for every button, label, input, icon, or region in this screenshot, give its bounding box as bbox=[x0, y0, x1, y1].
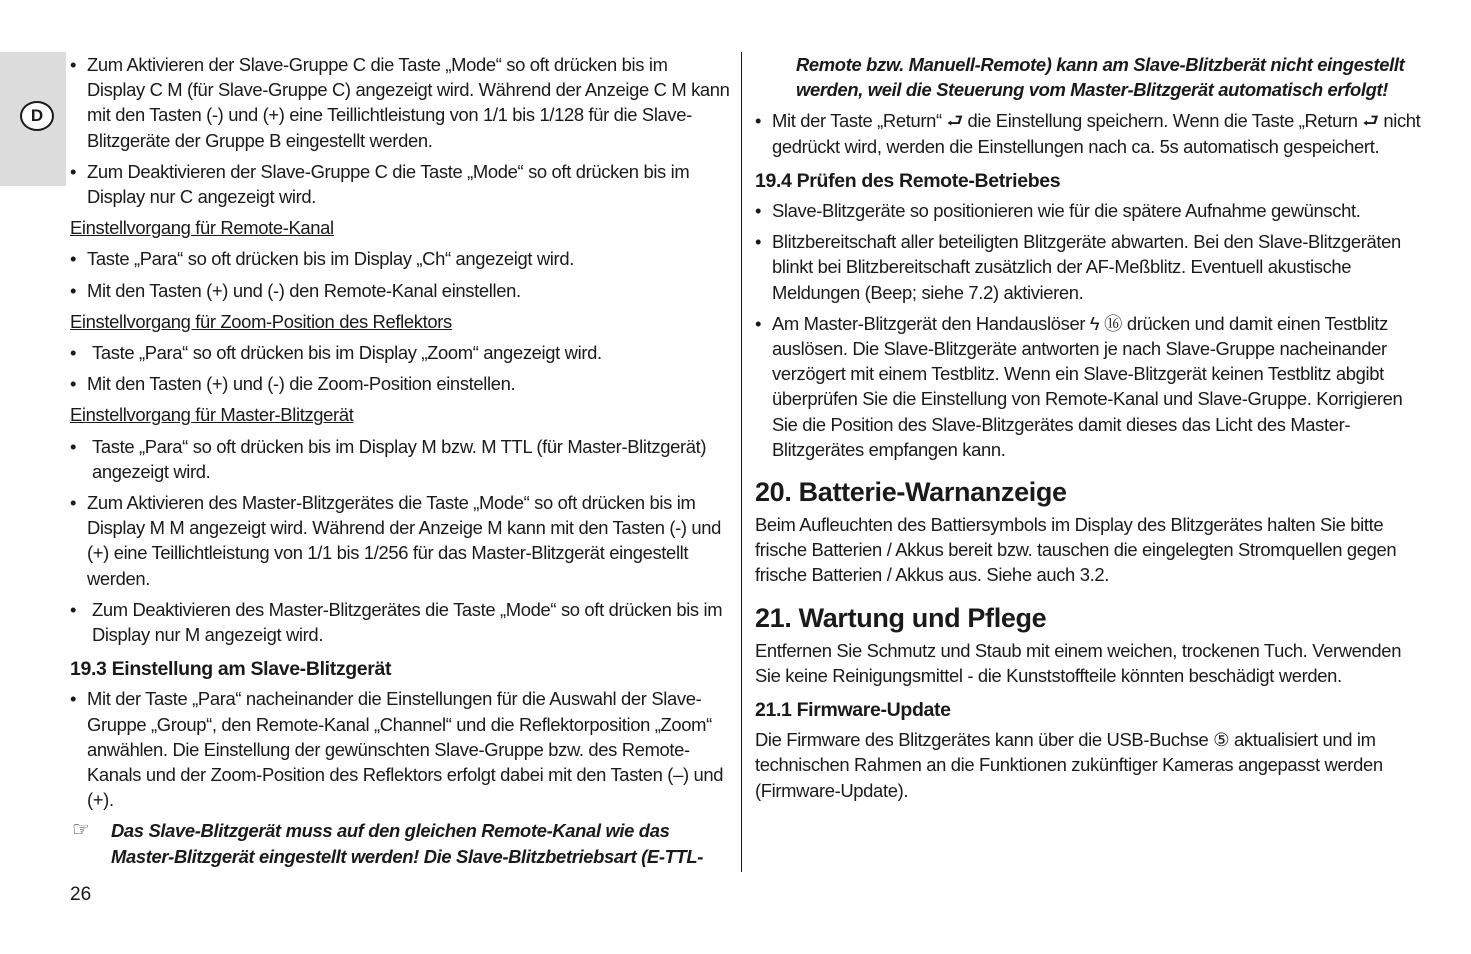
bullet-activate-master: • Zum Aktivieren des Master-Blitzgerätes die Taste „Mode“ so oft drücken bis im Display M M angezeigt wird. Während der Anzeige M kann mit den Tasten (-) und (+) eine Teillichtleistung von 1/1 bis 1/256 für das Master-Blitzgerät eingestellt werden. bbox=[70, 490, 730, 591]
heading-19-3: 19.3 Einstellung am Slave-Blitzgerät bbox=[70, 658, 392, 681]
paragraph-care: Entfernen Sie Schmutz und Staub mit einem weichen, trockenen Tuch. Verwenden Sie keine Reinigungsmittel - die Kunststoffteile könnten beschädigt werden. bbox=[755, 639, 1402, 686]
subheading-zoom-position: Einstellvorgang für Zoom-Position des Reflektors bbox=[70, 310, 452, 332]
heading-19-4: 19.4 Prüfen des Remote-Betriebes bbox=[755, 169, 1061, 192]
paragraph-firmware: Die Firmware des Blitzgerätes kann über die USB-Buchse ⑤ aktualisiert und im technischen Rahmen an die Funktionen zukünftiger Kameras angepasst werden (Firmware-Update). bbox=[755, 729, 1383, 801]
subheading-remote-channel: Einstellvorgang für Remote-Kanal bbox=[70, 217, 334, 239]
right-column bbox=[755, 52, 1423, 809]
column-divider bbox=[741, 52, 742, 872]
bullet-deactivate-group-c: • Zum Deaktivieren der Slave-Gruppe C die Taste „Mode“ so oft drücken bis im Display nur C angezeigt wird. bbox=[70, 159, 730, 209]
note-continuation: Remote bzw. Manuell-Remote) kann am Slave-Blitzberät nicht eingestellt werden, weil die Steuerung vom Master-Blitzgerät automatisch erfolgt! bbox=[796, 54, 1405, 101]
subheading-master-flash: Einstellvorgang für Master-Blitzgerät bbox=[70, 404, 354, 426]
return-icon: ⮐ bbox=[1362, 110, 1379, 132]
bullet-position-slaves: • Slave-Blitzgeräte so positionieren wie für die spätere Aufnahme gewünscht. bbox=[755, 198, 1423, 223]
circled-number-16: ⑯ bbox=[1104, 312, 1123, 334]
left-column bbox=[70, 52, 730, 869]
flash-icon: ϟ bbox=[1089, 312, 1100, 334]
heading-21-1: 21.1 Firmware-Update bbox=[755, 699, 951, 722]
bullet-para-zoom: • Taste „Para“ so oft drücken bis im Display „Zoom“ angezeigt wird. bbox=[70, 340, 730, 365]
circled-number-5: ⑤ bbox=[1213, 729, 1230, 751]
page-number: 26 bbox=[70, 884, 92, 905]
bullet-activate-group-c: • Zum Aktivieren der Slave-Gruppe C die Taste „Mode“ so oft drücken bis im Display C M (für Slave-Gruppe C) angezeigt wird. Während der Anzeige C M kann mit den Tasten (-) und (+) eine Teillichtleistung von 1/1 bis 1/128 für die Slave-Blitzgeräte der Gruppe B eingestellt werden. bbox=[70, 52, 730, 153]
note-remote-channel bbox=[70, 818, 730, 868]
paragraph-battery: Beim Aufleuchten des Battiersymbols im Display des Blitzgerätes halten Sie bitte frische Batterien / Akkus bereit bzw. tauschen die eingelegten Stromquellen gegen frische Batterien / Akkus aus. Siehe auch 3.2. bbox=[755, 514, 1397, 586]
return-icon: ⮐ bbox=[946, 110, 963, 132]
bullet-deactivate-master: • Zum Deaktivieren des Master-Blitzgerätes die Taste „Mode“ so oft drücken bis im Display nur M angezeigt wird. bbox=[70, 597, 730, 647]
note-text: Das Slave-Blitzgerät muss auf den gleichen Remote-Kanal wie das Master-Blitzgerät eingestellt werden! Die Slave-Blitzbetriebsart (E-TTL- bbox=[111, 820, 704, 867]
language-badge: D bbox=[20, 101, 54, 131]
heading-20: 20. Batterie-Warnanzeige bbox=[755, 477, 1067, 508]
bullet-return-save: • Mit der Taste „Return“ ⮐ die Einstellung speichern. Wenn die Taste „Return ⮐ nicht gedrückt wird, werden die Einstellungen nach ca. 5s automatisch gespeichert. bbox=[755, 108, 1423, 158]
bullet-test-flash: • Am Master-Blitzgerät den Handauslöser ϟ ⑯ drücken und damit einen Testblitz auslösen. Die Slave-Blitzgeräte antworten je nach Slave-Gruppe nacheinander verzögert mit einem Testblitz. Wenn ein Slave-Blitzgerät keinen Testblitz abgibt überprüfen Sie die Einstellung von Remote-Kanal und Slave-Gruppe. Korrigieren Sie die Position des Slave-Blitzgerätes damit dieses das Licht des Master-Blitzgerätes empfangen kann. bbox=[755, 311, 1423, 462]
pointing-hand-icon: ☞ bbox=[72, 819, 90, 842]
bullet-set-zoom: • Mit den Tasten (+) und (-) die Zoom-Position einstellen. bbox=[70, 371, 730, 396]
bullet-para-master: • Taste „Para“ so oft drücken bis im Display M bzw. M TTL (für Master-Blitzgerät) angezeigt wird. bbox=[70, 434, 730, 484]
heading-21: 21. Wartung und Pflege bbox=[755, 602, 1047, 633]
bullet-slave-settings: • Mit der Taste „Para“ nacheinander die Einstellungen für die Auswahl der Slave-Gruppe „Group“, den Remote-Kanal „Channel“ und die Reflektorposition „Zoom“ anwählen. Die Einstellung der gewünschten Slave-Gruppe bzw. des Remote-Kanals und der Zoom-Position des Reflektors erfolgt dabei mit den Tasten (–) und (+). bbox=[70, 686, 730, 812]
bullet-para-ch: • Taste „Para“ so oft drücken bis im Display „Ch“ angezeigt wird. bbox=[70, 246, 730, 271]
bullet-flash-ready: • Blitzbereitschaft aller beteiligten Blitzgeräte abwarten. Bei den Slave-Blitzgeräten blinkt bei Blitzbereitschaft zusätzlich der AF-Meßblitz. Eventuell akustische Meldungen (Beep; siehe 7.2) aktivieren. bbox=[755, 229, 1423, 305]
bullet-set-remote-channel: • Mit den Tasten (+) und (-) den Remote-Kanal einstellen. bbox=[70, 278, 730, 303]
